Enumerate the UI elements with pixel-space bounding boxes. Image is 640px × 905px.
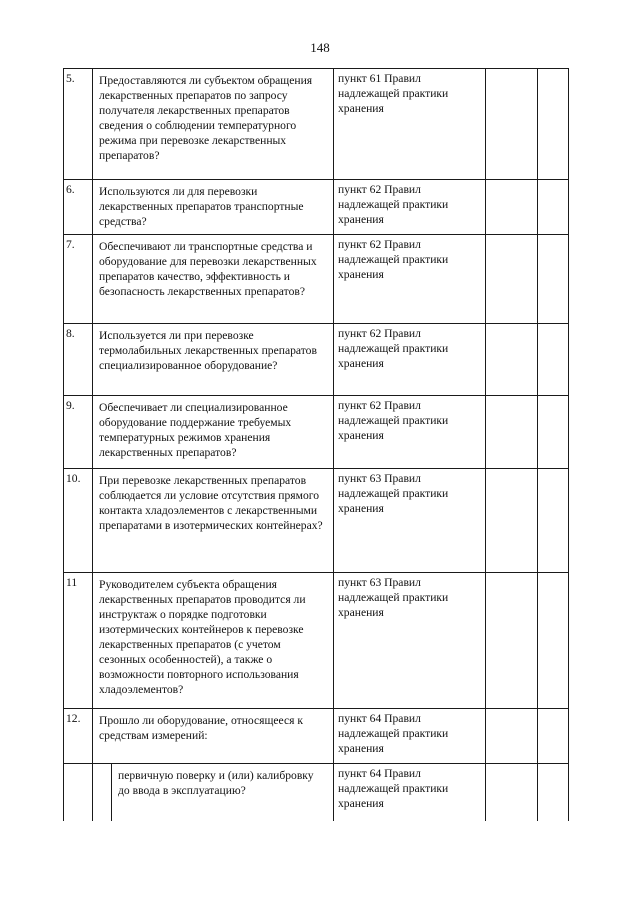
sub-question-text: первичную поверку и (или) калибровку до ввода в эксплуатацию?: [118, 769, 314, 797]
answer-cell: [486, 709, 538, 764]
row-number: 6.: [64, 180, 93, 235]
reference-text: пункт 63 Правил надлежащей практики хранения: [334, 573, 486, 709]
sub-question-cell: [93, 764, 334, 821]
question-text: Обеспечивает ли специализированное оборудование поддержание требуемых температурных режимов хранения лекарственных препаратов?: [93, 396, 334, 469]
note-cell: [538, 396, 569, 469]
note-cell: [538, 324, 569, 396]
table-row: [64, 69, 569, 180]
answer-cell: [486, 764, 538, 821]
reference-text: пункт 64 Правил надлежащей практики хранения: [334, 709, 486, 764]
reference-text: пункт 62 Правил надлежащей практики хранения: [334, 324, 486, 396]
note-cell: [538, 709, 569, 764]
answer-cell: [486, 180, 538, 235]
note-cell: [538, 180, 569, 235]
reference-text: пункт 62 Правил надлежащей практики хранения: [334, 180, 486, 235]
reference-text: пункт 62 Правил надлежащей практики хранения: [334, 235, 486, 324]
note-cell: [538, 235, 569, 324]
row-number: 11: [64, 573, 93, 709]
table-sub-row: [64, 764, 569, 821]
question-text: При перевозке лекарственных препаратов соблюдается ли условие отсутствия прямого контакта хладоэлементов с лекарственными препаратами в изотермических контейнерах?: [93, 469, 334, 573]
answer-cell: [486, 469, 538, 573]
row-number: 7.: [64, 235, 93, 324]
question-text: Руководителем субъекта обращения лекарственных препаратов проводится ли инструктаж о порядке подготовки изотермических контейнеров к перевозке лекарственных препаратов (с учетом сезонных особенностей), а также о возможности повторного использования хладоэлементов?: [93, 573, 334, 709]
reference-text: пункт 61 Правил надлежащей практики хранения: [334, 69, 486, 180]
question-text: Предоставляются ли субъектом обращения лекарственных препаратов по запросу получателя лекарственных препаратов сведения о соблюдении температурного режима при перевозке лекарственных препаратов?: [93, 69, 334, 180]
answer-cell: [486, 573, 538, 709]
table-row: [64, 180, 569, 235]
row-number: 9.: [64, 396, 93, 469]
row-number: 5.: [64, 69, 93, 180]
answer-cell: [486, 235, 538, 324]
reference-text: пункт 63 Правил надлежащей практики хранения: [334, 469, 486, 573]
table-row: [64, 324, 569, 396]
answer-cell: [486, 69, 538, 180]
answer-cell: [486, 324, 538, 396]
row-number-empty: [64, 764, 93, 821]
table-row: [64, 396, 569, 469]
answer-cell: [486, 396, 538, 469]
note-cell: [538, 69, 569, 180]
checklist-table: [63, 68, 569, 821]
table-row: [64, 709, 569, 764]
table-row: [64, 235, 569, 324]
question-text: Прошло ли оборудование, относящееся к средствам измерений:: [93, 709, 334, 764]
reference-text: пункт 64 Правил надлежащей практики хранения: [334, 764, 486, 821]
note-cell: [538, 764, 569, 821]
question-text: Используется ли при перевозке термолабильных лекарственных препаратов специализированное оборудование?: [93, 324, 334, 396]
page-number: 148: [310, 40, 330, 55]
note-cell: [538, 469, 569, 573]
sub-indent: [93, 764, 112, 821]
note-cell: [538, 573, 569, 709]
question-text: Используются ли для перевозки лекарственных препаратов транспортные средства?: [93, 180, 334, 235]
table-row: [64, 469, 569, 573]
question-text: Обеспечивают ли транспортные средства и оборудование для перевозки лекарственных препаратов качество, эффективность и безопасность лекарственных препаратов?: [93, 235, 334, 324]
row-number: 12.: [64, 709, 93, 764]
reference-text: пункт 62 Правил надлежащей практики хранения: [334, 396, 486, 469]
row-number: 10.: [64, 469, 93, 573]
table-row: [64, 573, 569, 709]
row-number: 8.: [64, 324, 93, 396]
